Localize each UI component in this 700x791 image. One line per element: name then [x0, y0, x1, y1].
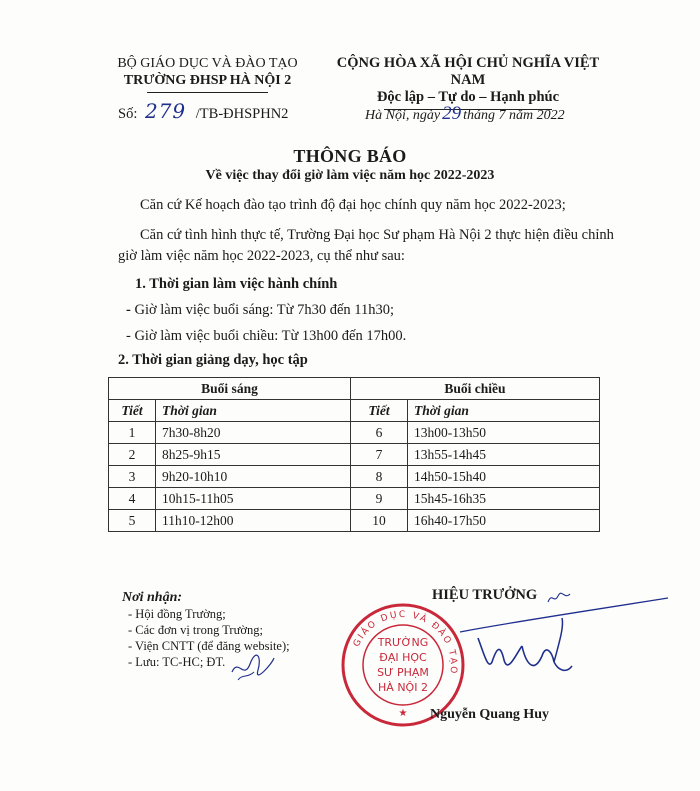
- table-row: [109, 488, 600, 510]
- recipient-item: - Lưu: TC-HC; ĐT.: [128, 655, 226, 669]
- afternoon-time: 15h45-16h35: [408, 488, 600, 510]
- col-time-morning: Thời gian: [156, 400, 351, 422]
- table-column-header: [109, 400, 600, 422]
- table-row: [109, 422, 600, 444]
- afternoon-hours-item: - Giờ làm việc buổi chiều: Từ 13h00 đến 17h00.: [126, 328, 407, 344]
- afternoon-period: 6: [351, 422, 408, 444]
- afternoon-period: 8: [351, 466, 408, 488]
- document-date: [365, 103, 565, 125]
- doc-number-handwritten: 279: [144, 99, 187, 123]
- afternoon-time: 16h40-17h50: [408, 510, 600, 532]
- morning-period: 5: [109, 510, 156, 532]
- morning-period: 4: [109, 488, 156, 510]
- seal-line-4: HÀ NỘI 2: [378, 681, 428, 694]
- morning-period: 2: [109, 444, 156, 466]
- doc-number-suffix: /TB-ĐHSPHN2: [195, 106, 289, 122]
- seal-line-3: SƯ PHẠM: [377, 666, 429, 679]
- paragraph-basis-2-line2: giờ làm việc năm học 2022-2023, cụ thể như sau:: [118, 248, 405, 264]
- recipients-label: Nơi nhận:: [122, 590, 183, 605]
- col-time-afternoon: Thời gian: [408, 400, 600, 422]
- doc-number-prefix: Số:: [118, 106, 138, 122]
- republic-name: CỘNG HÒA XÃ HỘI CHỦ NGHĨA VIỆT NAM: [336, 55, 600, 88]
- morning-hours-text: Giờ làm việc buổi sáng: Từ 7h30 đến 11h30;: [130, 302, 395, 318]
- morning-time: 9h20-10h10: [156, 466, 351, 488]
- seal-line-2: ĐẠI HỌC: [379, 651, 427, 664]
- morning-period: 3: [109, 466, 156, 488]
- table-row: [109, 444, 600, 466]
- national-heading: [318, 55, 618, 106]
- afternoon-period: 9: [351, 488, 408, 510]
- afternoon-period: 7: [351, 444, 408, 466]
- national-motto: Độc lập – Tự do – Hạnh phúc: [376, 89, 560, 105]
- initials-scribble: [228, 650, 278, 684]
- morning-time: 10h15-11h05: [156, 488, 351, 510]
- paragraph-basis-1: Căn cứ Kế hoạch đào tạo trình độ đại học chính quy năm học 2022-2023;: [140, 197, 566, 213]
- bullet-dash: -: [126, 302, 131, 318]
- morning-time: 8h25-9h15: [156, 444, 351, 466]
- afternoon-time: 14h50-15h40: [408, 466, 600, 488]
- table-row: [109, 466, 600, 488]
- morning-period: 1: [109, 422, 156, 444]
- afternoon-time: 13h55-14h45: [408, 444, 600, 466]
- morning-time: 7h30-8h20: [156, 422, 351, 444]
- school-name: TRƯỜNG ĐHSP HÀ NỘI 2: [123, 73, 292, 88]
- table-row: [109, 510, 600, 532]
- seal-ring-text: GIÁO DỤC VÀ ĐÀO TẠO: [351, 609, 459, 676]
- signer-position: HIỆU TRƯỞNG: [432, 587, 538, 603]
- afternoon-header: Buổi chiều: [351, 378, 600, 400]
- col-period-afternoon: Tiết: [351, 400, 408, 422]
- morning-time: 11h10-12h00: [156, 510, 351, 532]
- col-period-morning: Tiết: [109, 400, 156, 422]
- recipient-item: - Viện CNTT (để đăng website);: [128, 639, 290, 653]
- issuer-block: [100, 55, 315, 89]
- recipient-item: - Hội đồng Trường;: [128, 607, 226, 621]
- recipient-item: - Các đơn vị trong Trường;: [128, 623, 263, 637]
- date-day-handwritten: 29: [442, 103, 462, 124]
- ministry-name: BỘ GIÁO DỤC VÀ ĐÀO TẠO: [117, 56, 298, 71]
- afternoon-time: 13h00-13h50: [408, 422, 600, 444]
- afternoon-period: 10: [351, 510, 408, 532]
- document-subtitle: Về việc thay đổi giờ làm việc năm học 2022-2023: [205, 168, 495, 183]
- document-number: [118, 99, 288, 123]
- signer-name: Nguyễn Quang Huy: [430, 707, 550, 722]
- morning-hours-item: [126, 301, 394, 319]
- seal-star-icon: ★: [398, 708, 408, 719]
- section-2-heading: 2. Thời gian giảng dạy, học tập: [118, 352, 308, 368]
- morning-header: Buổi sáng: [109, 378, 351, 400]
- section-1-heading: 1. Thời gian làm việc hành chính: [135, 276, 338, 292]
- date-prefix: Hà Nội, ngày: [365, 108, 441, 123]
- schedule-table: [108, 377, 600, 532]
- table-session-header: [109, 378, 600, 400]
- document-title: THÔNG BÁO: [293, 146, 407, 166]
- paragraph-basis-2-line1: Căn cứ tình hình thực tế, Trường Đại học Sư phạm Hà Nội 2 thực hiện điều chỉnh: [140, 227, 614, 243]
- seal-line-1: TRƯỜNG: [377, 636, 429, 649]
- date-suffix: tháng 7 năm 2022: [463, 108, 565, 123]
